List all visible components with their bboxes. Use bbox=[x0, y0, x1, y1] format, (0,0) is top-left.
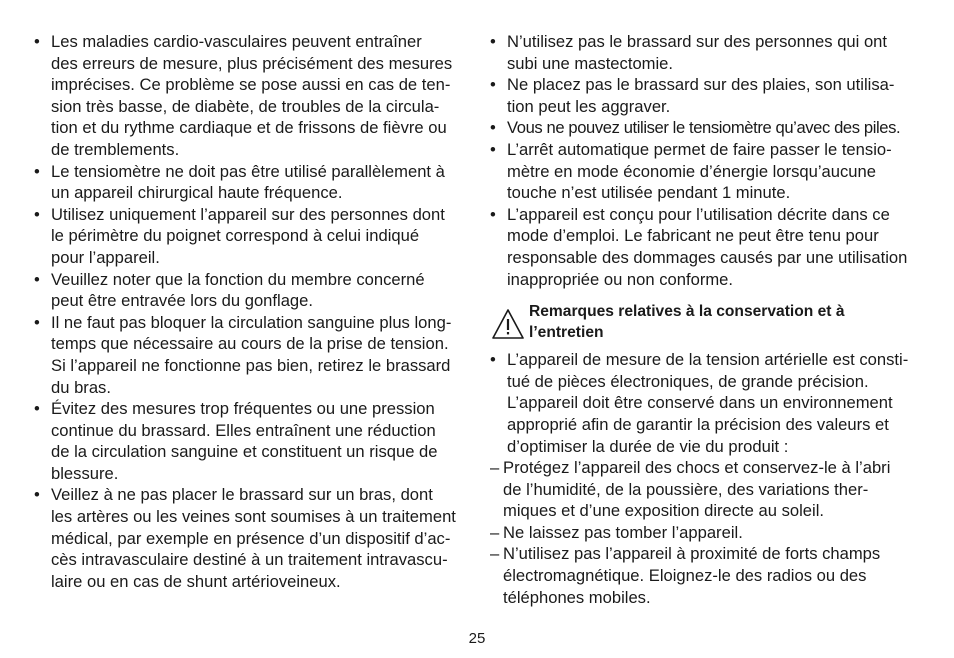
text-line: les artères ou les veines sont soumises à un traitement bbox=[51, 507, 456, 527]
text-line: temps que nécessaire au cours de la prise de tension. bbox=[51, 334, 449, 354]
text-line: touche n’est utilisée pendant 1 minute. bbox=[507, 183, 791, 203]
bullet-item bbox=[34, 31, 466, 161]
conservation-bullet-list bbox=[490, 349, 922, 457]
text-line: • Ne placez pas le brassard sur des plaies, son utilisa- bbox=[507, 75, 895, 95]
safety-bullet-list bbox=[34, 31, 466, 592]
bullet-item bbox=[34, 204, 466, 269]
text-line: électromagnétique. Eloignez-le des radios ou des bbox=[503, 566, 867, 586]
bullet-item bbox=[34, 484, 466, 592]
text-line: Remarques relatives à la conservation et à bbox=[529, 303, 845, 321]
text-line: – N’utilisez pas l’appareil à proximité de forts champs bbox=[503, 544, 881, 564]
text-line: du bras. bbox=[51, 377, 111, 397]
right-column bbox=[490, 31, 922, 608]
text-line: mode d’emploi. Le fabricant ne peut être tenu pour bbox=[507, 226, 879, 246]
text-line: médical, par exemple en présence d’un dispositif d’ac- bbox=[51, 528, 451, 548]
bullet-item bbox=[490, 117, 922, 139]
bullet-item bbox=[34, 269, 466, 312]
text-line: de tremblements. bbox=[51, 139, 180, 159]
text-line: tion peut les aggraver. bbox=[507, 96, 671, 116]
text-line: des erreurs de mesure, plus précisément des mesures bbox=[51, 53, 453, 73]
text-line: • Veuillez noter que la fonction du membre concerné bbox=[51, 269, 425, 289]
page-number: 25 bbox=[468, 630, 486, 647]
conservation-dash-list bbox=[490, 457, 922, 608]
text-line: • Le tensiomètre ne doit pas être utilisé parallèlement à bbox=[51, 161, 445, 181]
text-line: • L’appareil est conçu pour l’utilisation décrite dans ce bbox=[507, 204, 890, 224]
dash-item bbox=[490, 522, 922, 544]
text-line: • Évitez des mesures trop fréquentes ou une pression bbox=[51, 399, 435, 419]
bullet-item bbox=[490, 74, 922, 117]
text-line: pour l’appareil. bbox=[51, 247, 160, 267]
text-line: un appareil chirurgical haute fréquence. bbox=[51, 183, 343, 203]
text-line: • Veillez à ne pas placer le brassard sur un bras, dont bbox=[51, 485, 433, 505]
text-line: téléphones mobiles. bbox=[503, 587, 651, 607]
text-line: l’entretien bbox=[529, 324, 604, 342]
text-line: tué de pièces électroniques, de grande précision. bbox=[507, 371, 869, 391]
text-line: miques et d’une exposition directe au soleil. bbox=[503, 501, 825, 521]
text-line: continue du brassard. Elles entraînent une réduction bbox=[51, 420, 436, 440]
text-line: peut être entravée lors du gonflage. bbox=[51, 291, 313, 311]
bullet-item bbox=[34, 312, 466, 398]
text-line: – Ne laissez pas tomber l’appareil. bbox=[503, 522, 743, 542]
text-line: sion très basse, de diabète, de troubles de la circula- bbox=[51, 96, 440, 116]
bullet-item bbox=[34, 398, 466, 484]
bullet-item bbox=[490, 204, 922, 290]
text-line: • L’appareil de mesure de la tension artérielle est consti- bbox=[507, 350, 909, 370]
warning-section bbox=[490, 301, 922, 343]
text-line: laire ou en cas de shunt artérioveineux. bbox=[51, 571, 341, 591]
warning-title bbox=[529, 301, 922, 343]
text-line: • Il ne faut pas bloquer la circulation sanguine plus long- bbox=[51, 312, 452, 332]
text-line: • Utilisez uniquement l’appareil sur des personnes dont bbox=[51, 204, 445, 224]
text-line: mètre en mode économie d’énergie lorsqu’aucune bbox=[507, 161, 876, 181]
text-line: • Les maladies cardio-vasculaires peuvent entraîner bbox=[51, 32, 422, 51]
dash-item bbox=[490, 543, 922, 608]
text-line: • N’utilisez pas le brassard sur des personnes qui ont bbox=[507, 32, 888, 51]
usage-bullet-list bbox=[490, 31, 922, 290]
text-line: de la circulation sanguine et constituent un risque de bbox=[51, 442, 438, 462]
text-line: approprié afin de garantir la précision des valeurs et bbox=[507, 414, 889, 434]
text-line: L’appareil doit être conservé dans un environnement bbox=[507, 393, 893, 413]
text-line: • Vous ne pouvez utiliser le tensiomètre qu’avec des piles. bbox=[507, 118, 901, 138]
text-line: responsable des dommages causés par une utilisation bbox=[507, 247, 908, 267]
text-line: – Protégez l’appareil des chocs et conservez-le à l’abri bbox=[503, 458, 891, 478]
text-line: imprécises. Ce problème se pose aussi en cas de ten- bbox=[51, 75, 451, 95]
text-line: subi une mastectomie. bbox=[507, 53, 674, 73]
bullet-item bbox=[490, 31, 922, 74]
text-line: Si l’appareil ne fonctionne pas bien, retirez le brassard bbox=[51, 355, 451, 375]
bullet-item bbox=[490, 139, 922, 204]
text-line: • L’arrêt automatique permet de faire passer le tensio- bbox=[507, 139, 892, 159]
bullet-item bbox=[34, 161, 466, 204]
text-line: tion et du rythme cardiaque et de frissons de fièvre ou bbox=[51, 118, 447, 138]
text-line: de l’humidité, de la poussière, des variations ther- bbox=[503, 479, 869, 499]
text-line: cès intravasculaire destiné à un traitement intravascu- bbox=[51, 550, 448, 570]
text-line: le périmètre du poignet correspond à celui indiqué bbox=[51, 226, 420, 246]
text-line: inappropriée ou non conforme. bbox=[507, 269, 734, 289]
left-column bbox=[34, 31, 466, 592]
warning-triangle-icon bbox=[491, 308, 525, 340]
text-line: blessure. bbox=[51, 463, 119, 483]
dash-item bbox=[490, 457, 922, 522]
bullet-item bbox=[490, 349, 922, 457]
text-line: d’optimiser la durée de vie du produit : bbox=[507, 436, 789, 456]
